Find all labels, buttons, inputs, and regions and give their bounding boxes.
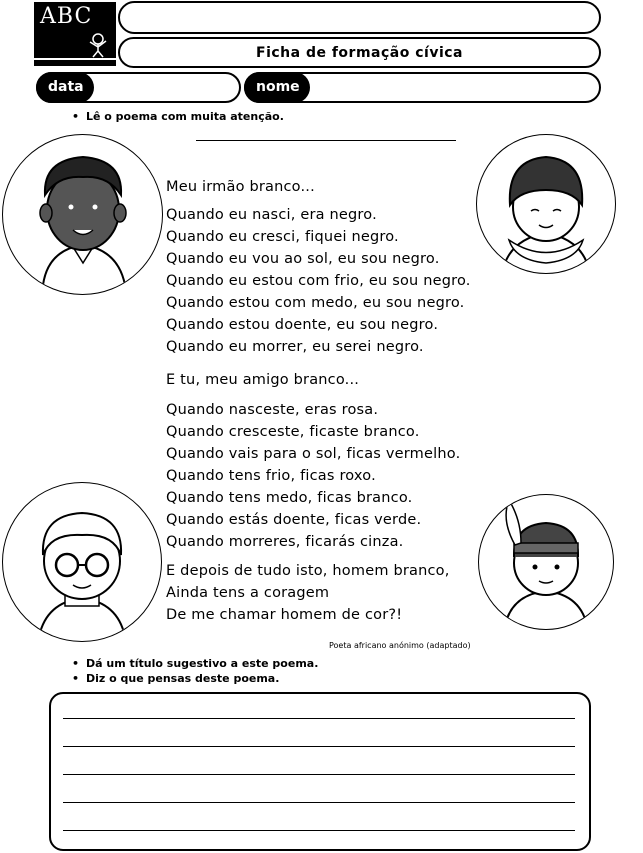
child-with-cap-and-scarf-illustration: [476, 134, 616, 274]
poem-line: Quando tens frio, ficas roxo.: [166, 468, 376, 484]
poem-line: E depois de tudo isto, homem branco,: [166, 563, 450, 579]
poem-line: E tu, meu amigo branco...: [166, 372, 360, 388]
date-label: data: [36, 72, 94, 103]
poem-stanza-3: [166, 560, 450, 626]
answer-box[interactable]: [49, 692, 591, 851]
poem-line: Ainda tens a coragem: [166, 585, 330, 601]
instruction-read: • Lê o poema com muita atenção.: [86, 110, 284, 123]
answer-line: [63, 830, 575, 831]
abc-chalkboard-logo: [34, 2, 116, 66]
poem-line: Quando vais para o sol, ficas vermelho.: [166, 446, 461, 462]
name-label: nome: [244, 72, 310, 103]
poem-line: Quando tens medo, ficas branco.: [166, 490, 413, 506]
poem-line: Quando estou com medo, eu sou negro.: [166, 295, 465, 311]
logo-text: ABC: [40, 4, 93, 29]
date-field[interactable]: [36, 72, 241, 103]
poem-line: Quando eu nasci, era negro.: [166, 207, 377, 223]
answer-line: [63, 802, 575, 803]
poem-line: Quando eu cresci, fiquei negro.: [166, 229, 399, 245]
instruction-opinion: • Diz o que pensas deste poema.: [86, 672, 279, 685]
instruction-title: • Dá um título sugestivo a este poema.: [86, 657, 318, 670]
answer-line: [63, 718, 575, 719]
poem-line: Quando estou doente, eu sou negro.: [166, 317, 439, 333]
boy-curly-hair-illustration: [2, 134, 163, 295]
poem-line: Meu irmão branco...: [166, 179, 315, 195]
poem-line: Quando morreres, ficarás cinza.: [166, 534, 404, 550]
poem-line: Quando eu vou ao sol, eu sou negro.: [166, 251, 440, 267]
header-blank-field[interactable]: [118, 1, 601, 34]
native-child-with-feather-illustration: [478, 494, 614, 630]
answer-line: [63, 746, 575, 747]
title-answer-line: [196, 140, 456, 141]
answer-line: [63, 774, 575, 775]
poem-line: Quando nasceste, eras rosa.: [166, 402, 379, 418]
worksheet-title: Ficha de formação cívica: [118, 37, 601, 68]
poem-credit: Poeta africano anónimo (adaptado): [329, 641, 471, 650]
poem-line: Quando cresceste, ficaste branco.: [166, 424, 420, 440]
poem-stanza-1: [166, 176, 471, 358]
boy-with-glasses-illustration: [2, 482, 162, 642]
poem-line: Quando estás doente, ficas verde.: [166, 512, 422, 528]
poem-line: Quando eu morrer, eu serei negro.: [166, 339, 424, 355]
poem-line: Quando eu estou com frio, eu sou negro.: [166, 273, 471, 289]
poem-stanza-2: [166, 369, 460, 553]
stick-figure-icon: [84, 32, 112, 58]
chalkboard-ledge: [34, 58, 116, 66]
poem-line: De me chamar homem de cor?!: [166, 607, 403, 623]
name-field[interactable]: [244, 72, 601, 103]
